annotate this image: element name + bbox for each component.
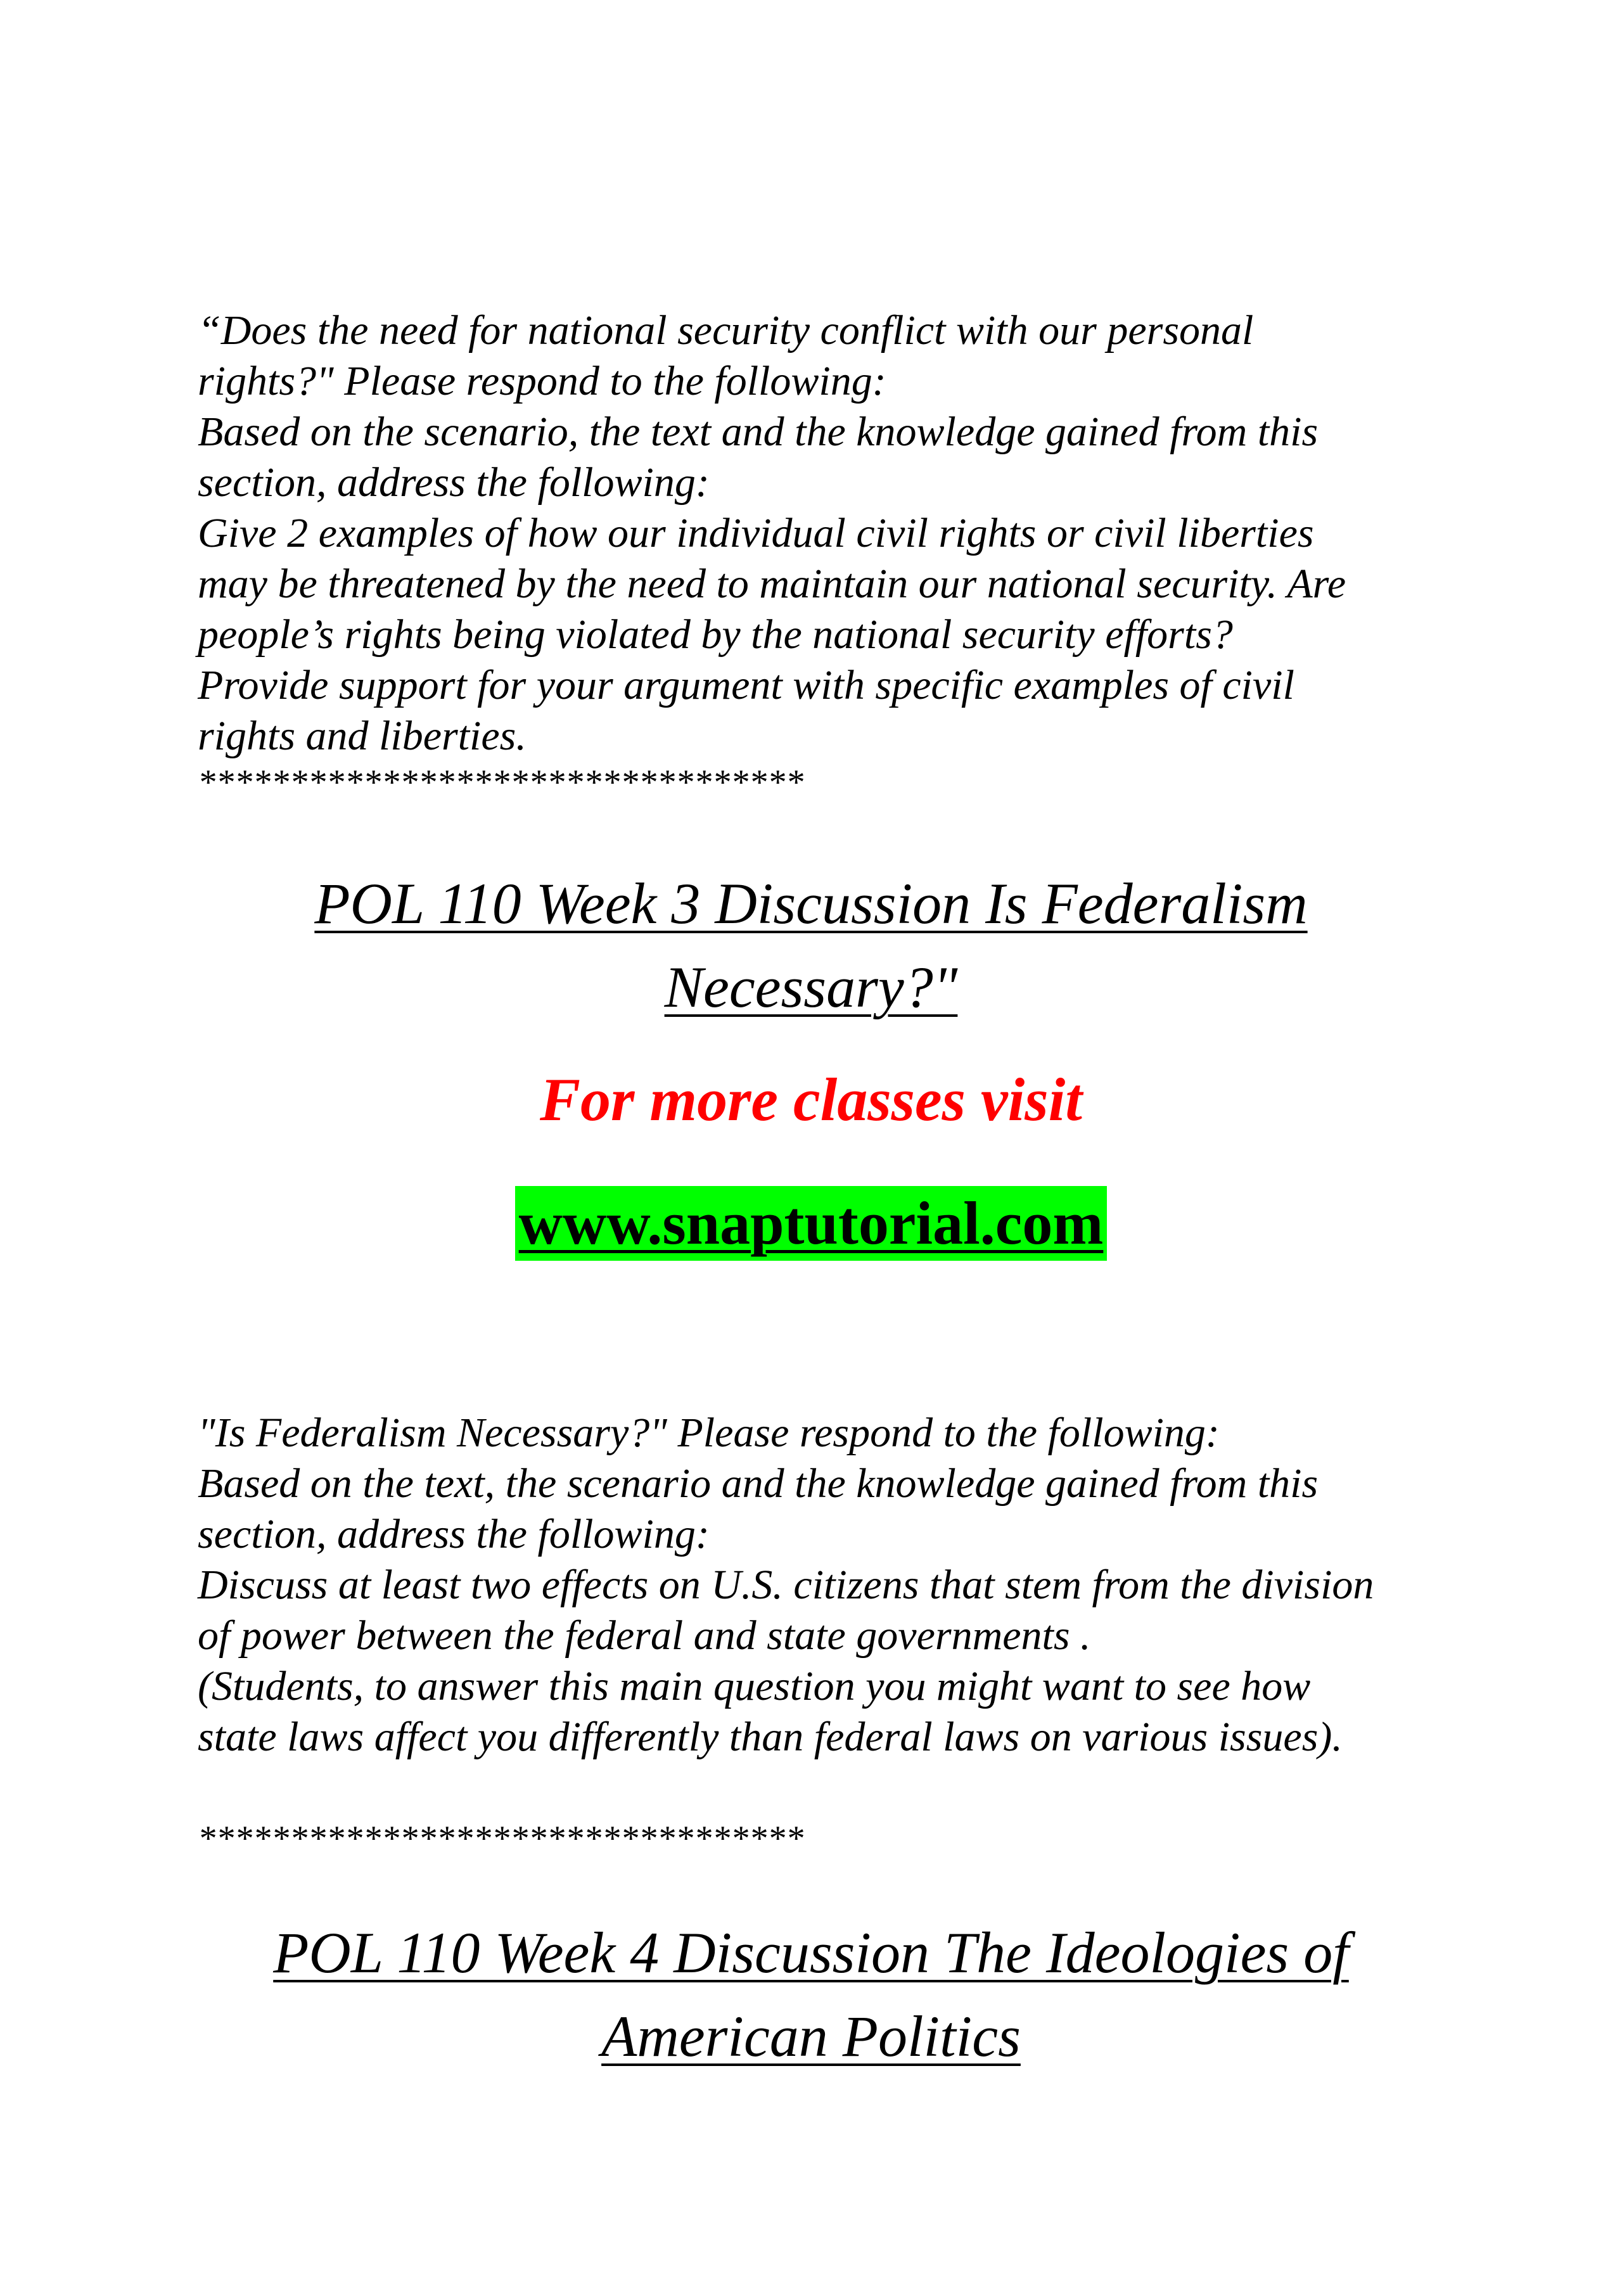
title-line: POL 110 Week 4 Discussion The Ideologies of — [273, 1920, 1349, 1985]
paragraph-line: section, address the following: — [198, 1511, 710, 1557]
paragraph-line: rights and liberties. — [198, 713, 527, 759]
paragraph-line: “Does the need for national security conflict with our personal — [198, 307, 1254, 354]
asterisk-separator: ********************************* — [198, 1819, 804, 1858]
paragraph-line: of power between the federal and state governments . — [198, 1612, 1091, 1659]
title-line: American Politics — [601, 2004, 1021, 2069]
week3-discussion-title — [0, 862, 1622, 1029]
paragraph-line: section, address the following: — [198, 459, 710, 506]
paragraph-line: people’s rights being violated by the national security efforts? — [198, 611, 1233, 658]
paragraph-line: Based on the scenario, the text and the knowledge gained from this — [198, 409, 1319, 455]
paragraph-line: rights?" Please respond to the following: — [198, 358, 886, 404]
paragraph-line: state laws affect you differently than federal laws on various issues). — [198, 1714, 1343, 1760]
paragraph-line: Provide support for your argument with specific examples of civil — [198, 662, 1294, 708]
paragraph-line: (Students, to answer this main question you might want to see how — [198, 1663, 1311, 1709]
asterisk-separator: ********************************* — [198, 763, 804, 802]
paragraph-line: Give 2 examples of how our individual civil rights or civil liberties — [198, 510, 1314, 556]
week2-prompt-paragraph — [198, 305, 1484, 762]
paragraph-line: "Is Federalism Necessary?" Please respond to the following: — [198, 1410, 1220, 1456]
week3-prompt-paragraph — [198, 1408, 1484, 1763]
paragraph-line: Based on the text, the scenario and the knowledge gained from this — [198, 1460, 1319, 1507]
promo-text: For more classes visit — [540, 1066, 1082, 1133]
promo-link-row — [0, 1186, 1622, 1261]
week4-discussion-title — [0, 1911, 1622, 2078]
paragraph-line: may be threatened by the need to maintain our national security. Are — [198, 561, 1346, 607]
title-line: POL 110 Week 3 Discussion Is Federalism — [314, 871, 1308, 936]
title-line: Necessary?" — [664, 955, 958, 1019]
paragraph-line: Discuss at least two effects on U.S. citizens that stem from the division — [198, 1562, 1374, 1608]
snaptutorial-link[interactable]: www.snaptutorial.com — [515, 1186, 1108, 1261]
